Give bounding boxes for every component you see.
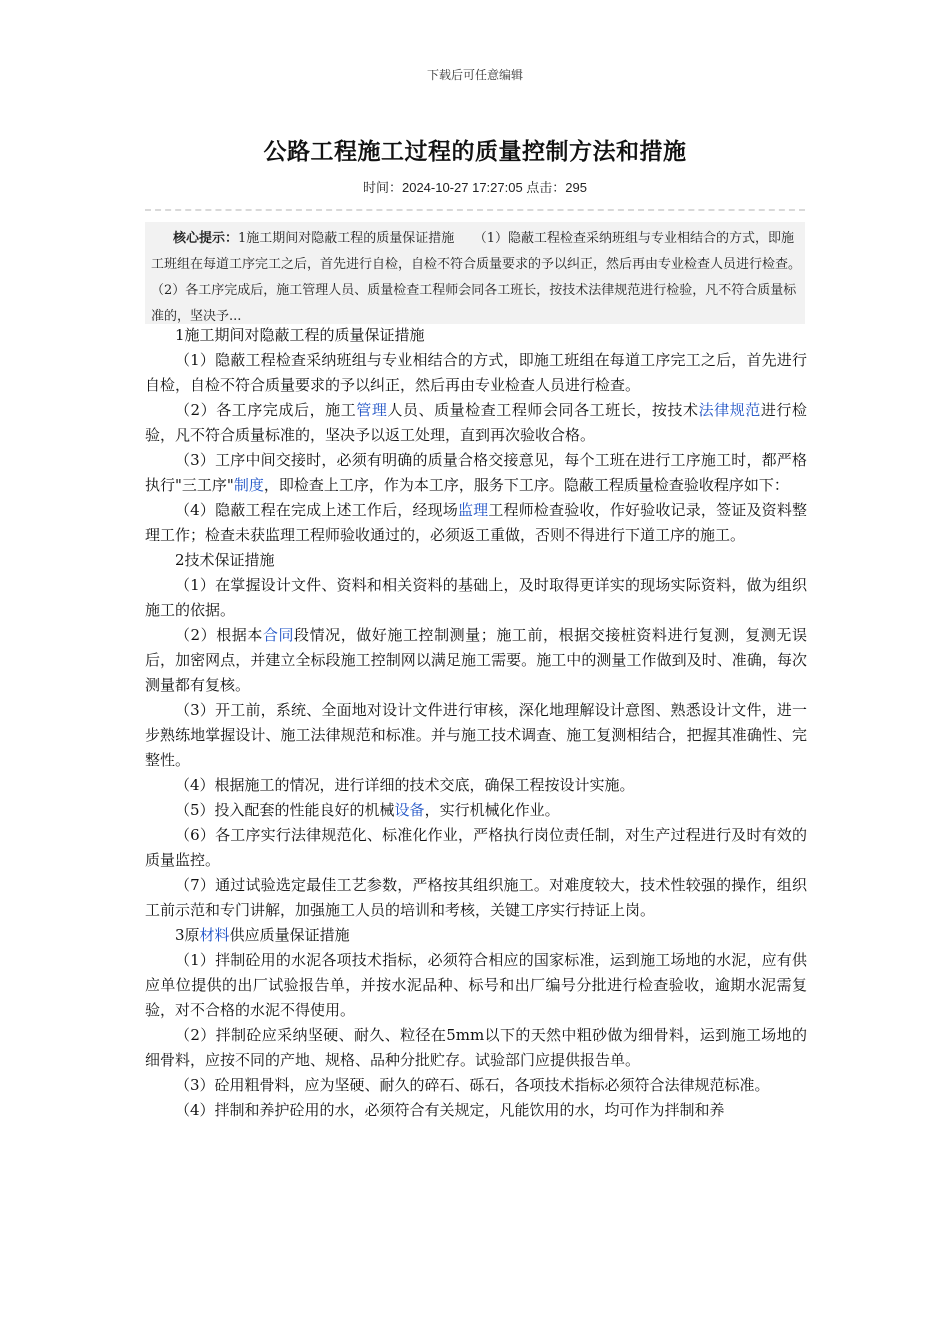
paragraph: （3）砼用粗骨料，应为坚硬、耐久的碎石、砾石，各项技术指标必须符合法律规范标准。 xyxy=(175,1076,770,1094)
paragraph xyxy=(145,448,807,498)
text-span: ，即检查上工序，作为本工序，服务下工序。隐蔽工程质量检查验收程序如下： xyxy=(263,476,789,494)
paragraph: （3）开工前，系统、全面地对设计文件进行审核，深化地理解设计意图、熟悉设计文件，进一步熟练地掌握设计、施工法律规范和标准。并与施工技术调查、施工复测相结合，把握其准确性、完整性。 xyxy=(145,701,807,769)
link-legal-norms[interactable]: 法律规范 xyxy=(698,401,761,419)
text-span: 人员、质量检查工程师会同各工班长，按技术 xyxy=(387,401,699,419)
section-heading: 2技术保证措施 xyxy=(175,551,275,569)
text-span: （2）根据本 xyxy=(175,626,263,644)
article-body xyxy=(145,323,807,1123)
text-span: （5）投入配套的性能良好的机械 xyxy=(175,801,395,819)
watermark: 下载后可任意编辑 xyxy=(426,68,523,82)
text-span: 段情况，做好施工控制测量；施工前，根据交接桩资料进行复测，复测无误后，加密网点，并建立全标段施工控制网以满足施工需要。施工中的测量工作做到及时、准确，每次测量都有复核。 xyxy=(145,626,807,694)
text-span: 进行检验，凡不符合质量标准的，坚决予以返工处理，直到再次验收合格。 xyxy=(145,401,807,444)
article-meta: 时间：2024-10-27 17:27:05 点击：295 xyxy=(362,180,587,195)
link-supervision[interactable]: 监理 xyxy=(458,501,489,519)
paragraph: （1）拌制砼用的水泥各项技术指标，必须符合相应的国家标准，运到施工场地的水泥，应有供应单位提供的出厂试验报告单，并按水泥品种、标号和出厂编号分批进行检查验收，逾期水泥需复验，对不合格的水泥不得使用。 xyxy=(145,951,807,1019)
paragraph: （4）根据施工的情况，进行详细的技术交底，确保工程按设计实施。 xyxy=(175,776,635,794)
text-span: （2）各工序完成后，施工 xyxy=(175,401,357,419)
summary-box xyxy=(145,222,821,324)
summary-text: 1施工期间对隐蔽工程的质量保证措施 （1）隐蔽工程检查采纳班组与专业相结合的方式，即施工班组在每道工序完工之后，首先进行自检，自检不符合质量要求的予以纠正，然后再由专业检查人员进行检查。 （2）各工序完成后，施工管理人员、质量检查工程师会同各工班长，按技术法律规范进行检验，凡不符合质量标准的，坚决予... xyxy=(151,231,821,324)
divider xyxy=(145,209,805,211)
paragraph xyxy=(145,623,807,698)
paragraph xyxy=(145,498,807,548)
summary-label: 核心提示： xyxy=(173,231,239,246)
page-title: 公路工程施工过程的质量控制方法和措施 xyxy=(263,138,687,165)
link-system[interactable]: 制度 xyxy=(233,476,264,494)
text-span: 工程师检查验收，作好验收记录，签证及资料整理工作；检查未获监理工程师验收通过的，必须返工重做，否则不得进行下道工序的施工。 xyxy=(145,501,807,544)
link-management[interactable]: 管理 xyxy=(356,401,388,419)
text-span: ，实行机械化作业。 xyxy=(424,801,560,819)
link-materials[interactable]: 材料 xyxy=(199,926,230,944)
section-heading: 1施工期间对隐蔽工程的质量保证措施 xyxy=(175,326,425,344)
paragraph: （4）拌制和养护砼用的水，必须符合有关规定，凡能饮用的水，均可作为拌制和养 xyxy=(175,1101,725,1119)
text-span: （3）工序中间交接时，必须有明确的质量合格交接意见，每个工班在进行工序施工时，都严格执行"三工序" xyxy=(145,451,807,494)
section-heading xyxy=(145,923,807,948)
link-equipment[interactable]: 设备 xyxy=(394,801,425,819)
paragraph: （7）通过试验选定最佳工艺参数，严格按其组织施工。对难度较大，技术性较强的操作，组织工前示范和专门讲解，加强施工人员的培训和考核，关键工序实行持证上岗。 xyxy=(145,876,807,919)
paragraph: （2）拌制砼应采纳坚硬、耐久、粒径在5mm以下的天然中粗砂做为细骨料，运到施工场地的细骨料，应按不同的产地、规格、品种分批贮存。试验部门应提供报告单。 xyxy=(145,1026,807,1069)
paragraph: （1）在掌握设计文件、资料和相关资料的基础上，及时取得更详实的现场实际资料，做为组织施工的依据。 xyxy=(145,576,807,619)
text-span: （4）隐蔽工程在完成上述工作后，经现场 xyxy=(175,501,458,519)
text-span: 供应质量保证措施 xyxy=(229,926,350,944)
link-contract[interactable]: 合同 xyxy=(262,626,295,644)
paragraph xyxy=(145,398,807,448)
paragraph: （1）隐蔽工程检查采纳班组与专业相结合的方式，即施工班组在每道工序完工之后，首先进行自检，自检不符合质量要求的予以纠正，然后再由专业检查人员进行检查。 xyxy=(145,351,807,394)
paragraph: （6）各工序实行法律规范化、标准化作业，严格执行岗位责任制，对生产过程进行及时有效的质量监控。 xyxy=(145,826,807,869)
paragraph xyxy=(145,798,807,823)
text-span: 3原 xyxy=(175,926,200,944)
